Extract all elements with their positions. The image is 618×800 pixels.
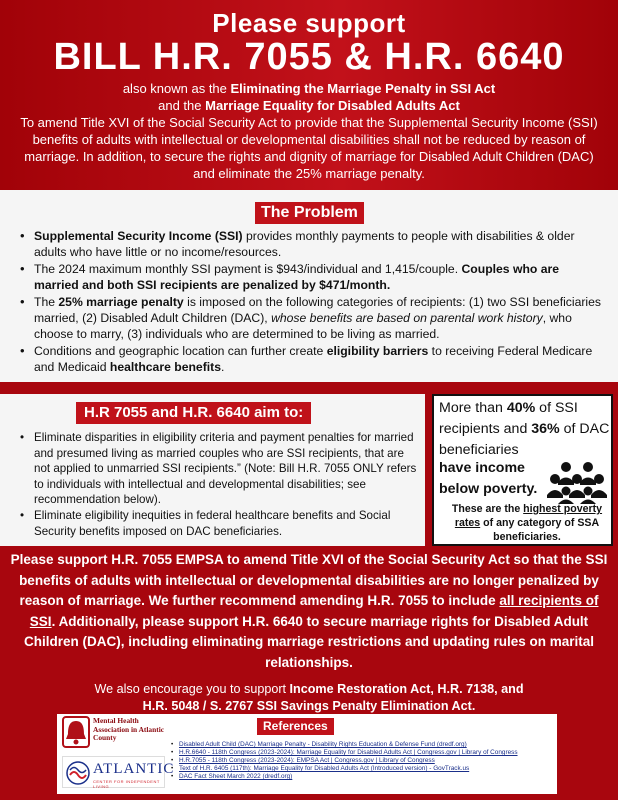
mha-bell-icon [64,718,88,746]
stats-poverty: have income below poverty. [439,460,538,497]
mha-emblem-icon [62,716,90,748]
encourage-line2 [0,698,618,715]
problem-section [0,190,618,382]
problem-item [20,294,606,342]
problem-list [20,228,606,376]
atlantic-logo [62,756,175,789]
atlantic-wave-icon [66,761,90,785]
stats-t1: More than [439,400,507,416]
problem-item-text: is imposed on the following categories of recipients: (1) two SSI beneficiaries married, (2) Disabled Adult Children (DAC), [34,295,602,325]
problem-item-text: to receiving Federal Medicare and Medicaid [34,344,593,374]
mha-name: Mental Health Association in Atlantic County [93,716,165,743]
stats-text [439,398,611,461]
cta-part2: . Additionally, please support H.R. 6640 to secure marriage rights for Disabled Adult Children (DAC), including eliminating marriage restrictions and updating rules on marital relationships. [23,613,595,670]
call-to-action [0,550,618,673]
problem-item-text: . [220,360,225,374]
aka-bold: Eliminating the Marriage Penalty in SSI Act [230,81,496,96]
cta-part1: Please support H.R. 7055 EMPSA to amend Title XVI of the Social Security Act so that the SSI benefits of adults with intellectual or developmental disabilities are no longer penalized by reason of marriage. We further recommend amending H.R. 7055 to include [10,552,608,608]
foot-1: These are the [451,503,524,515]
encourage-pre: We also encourage you to support [94,682,290,696]
header-aka [0,80,618,97]
encourage-bold2: H.R. 5048 / S. 2767 SSI Savings Penalty Elimination Act. [142,699,476,713]
problem-item-text: The 2024 maximum monthly SSI payment is $943/individual and 1,415/couple. [34,262,462,276]
problem-item [20,343,606,375]
problem-item [20,228,606,260]
problem-item-bold: 25% marriage penalty [58,295,184,309]
aim-title: H.R 7055 and H.R. 6640 aim to: [76,402,311,424]
header-bill-title: BILL H.R. 7055 & H.R. 6640 [53,36,565,78]
problem-title: The Problem [255,202,364,224]
aka-prefix: also known as the [122,81,231,96]
problem-item-bold: healthcare benefits [109,360,221,374]
people-group-icon [546,460,608,504]
encourage-bold1: Income Restoration Act, H.R. 7138, and [289,682,524,696]
reference-link[interactable]: • DAC Fact Sheet March 2022 (dredf.org) [171,773,555,781]
and-bold: Marriage Equality for Disabled Adults Act [205,98,460,113]
encourage-line1 [0,681,618,698]
stats-pct-dac: 36% [531,421,560,437]
aim-section [0,394,425,546]
foot-2: of any category of SSA beneficiaries. [480,517,600,543]
references-list [171,741,555,781]
problem-item-text: , who choose to marry, (3) individuals who are determined to be living as married. [34,311,572,341]
header-and [0,97,618,114]
problem-item-bold: eligibility barriers [326,344,429,358]
references-title: References [257,718,334,735]
problem-item-bold: Couples who are married and both SSI recipients are penalized by $471/month. [34,262,560,292]
cta-text [0,550,618,673]
stats-t3: of DAC beneficiaries [439,421,610,458]
stats-t2: of SSI recipients and [439,400,578,437]
reference-link[interactable]: • Text of H.R. 6405 (117th): Marriage Equality for Disabled Adults Act (Introduced version) - GovTrack.us [171,765,555,773]
problem-item [20,261,606,293]
reference-link[interactable]: • H.R.6640 - 118th Congress (2023-2024): Marriage Equality for Disabled Adults Act | Congress.gov | Library of Congress [171,749,555,757]
reference-link[interactable]: • H.R.7055 - 118th Congress (2023-2024): EMPSA Act | Congress.gov | Library of Congress [171,757,555,765]
atlantic-name: ATLANTIC [93,761,175,777]
poverty-stats-box [432,394,613,546]
reference-link[interactable]: • Disabled Adult Child (DAC) Marriage Penalty - Disability Rights Education & Defense Fund (dredf.org) [171,741,555,749]
cta-underline: all recipients of SSI [29,593,599,629]
aim-item: • Eliminate disparities in eligibility criteria and payment penalties for married and presumed living as married couples who are SSI recipients, that are not applied to unmarried SSI recipients.” (Note: Bill H.R. 7055 ONLY refers to individuals with intellectual and developmental disabilities; see recommendation below). [20,430,418,508]
and-prefix: and the [158,98,206,113]
mha-logo [62,716,165,750]
header-please: Please support [212,8,406,38]
problem-item-text: provides monthly payments to people with disabilities & older adults who have little or no income/resources. [34,229,575,259]
foot-underline: highest poverty rates [454,503,603,529]
stats-footnote [442,502,612,544]
problem-item-text: The [34,295,59,309]
aim-item: • Eliminate eligibility inequities in federal healthcare benefits and Social Security benefits imposed on DAC beneficiaries. [20,508,418,539]
references-box [57,714,557,794]
problem-item-italic: whose benefits are based on parental work history [271,311,543,325]
aim-list [20,430,418,539]
encourage-text [0,681,618,715]
header-description: To amend Title XVI of the Social Security Act to provide that the Supplemental Security Income (SSI) benefits of adults with intellectual or developmental disabilities shall not be reduced by reason of marriage. In addition, to secure the rights and dignity of marriage for Disabled Adult Children (DAC) and eliminate the 25% marriage penalty. [20,115,598,181]
stats-pct-ssi: 40% [506,400,536,416]
header [0,0,618,190]
problem-item-bold: Supplemental Security Income (SSI) [34,229,243,243]
problem-item-text: Conditions and geographic location can further create [34,344,327,358]
atlantic-subtitle: CENTER FOR INDEPENDENT LIVING [93,779,160,789]
